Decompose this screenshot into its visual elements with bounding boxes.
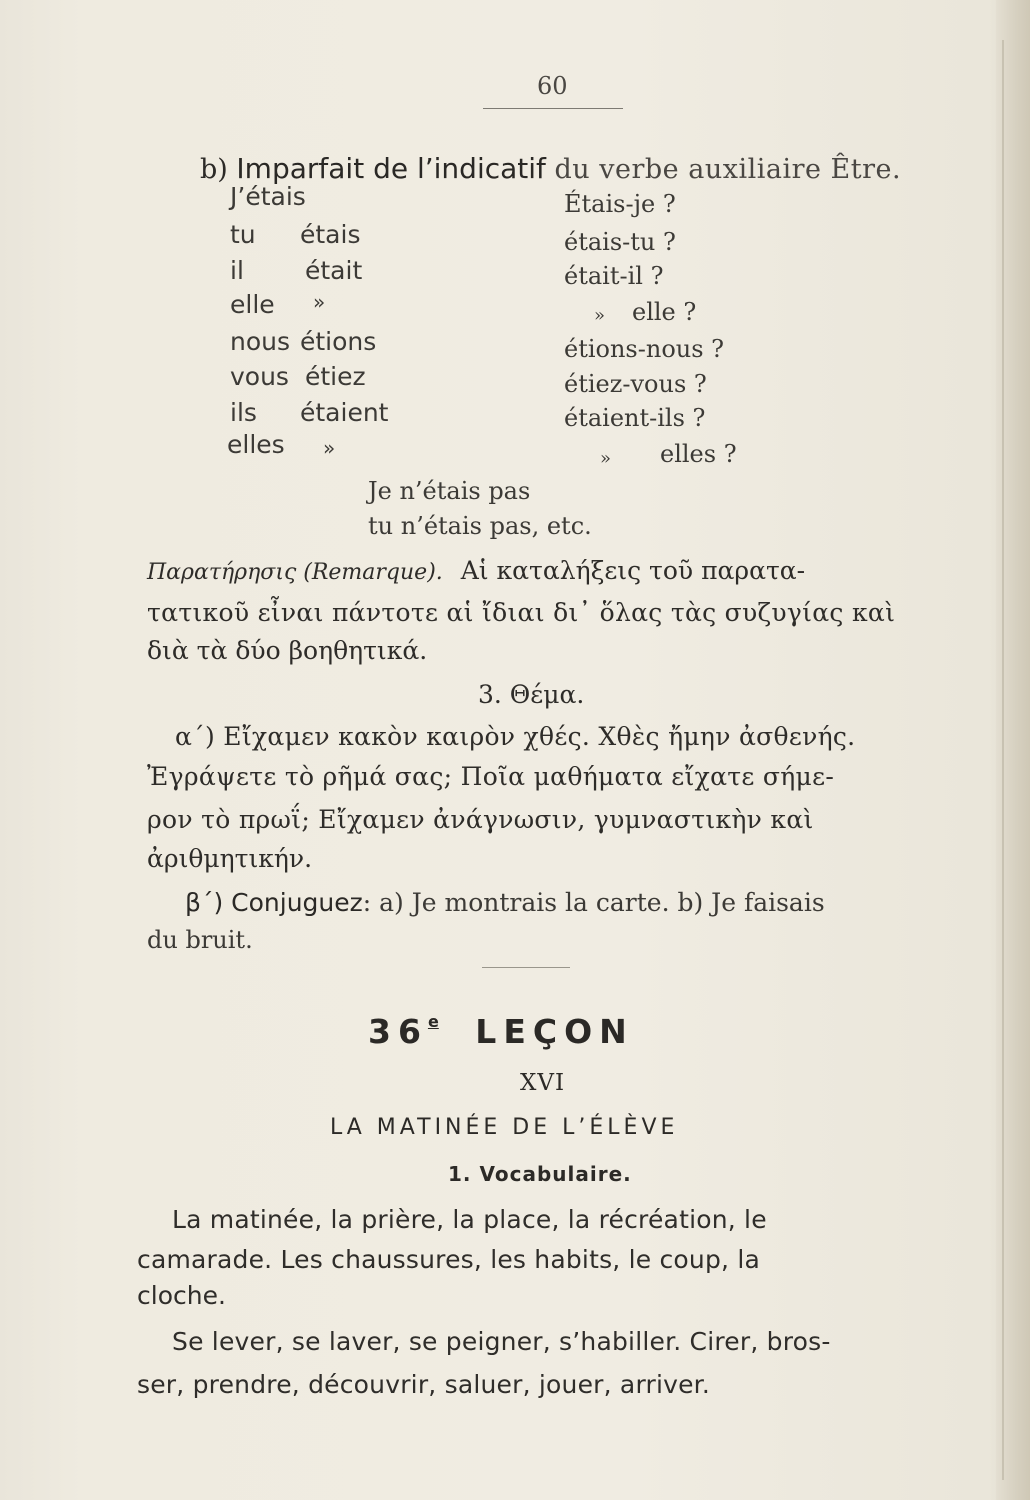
vocab-line: La matinée, la prière, la place, la récréation, le [172,1205,767,1234]
theme-beta-line [185,888,825,917]
lesson-heading [368,1012,634,1051]
theme-line: Ἐγράψετε τὸ ρῆμά σας; Ποῖα μαθήματα εἴχατε σήμε- [147,762,835,791]
section-b-marker: b) [200,154,228,185]
remark-line: τατικοῦ εἶναι πάντοτε αἱ ἴδιαι δι᾽ ὅλας τὰς συζυγίας καὶ [147,598,896,627]
theme-heading: 3. Θέμα. [478,680,585,709]
remark-label: Παρατήρησις (Remarque). [147,560,443,585]
conj-ditto: » [313,290,326,314]
section-b-title: Imparfait de l’indicatif [236,152,546,185]
section-divider [482,967,570,968]
conj-negative: tu n’étais pas, etc. [368,512,592,540]
conj-question: étions-nous ? [564,335,725,363]
conj-question: étiez-vous ? [564,370,707,398]
header-rule [483,108,623,109]
conj-question: était-il ? [564,262,664,290]
conj-question: elle ? [632,298,697,326]
section-b-heading [200,152,901,185]
conj-pronoun: ils [230,398,257,427]
conj-verb: étions [300,327,377,356]
conj-verb: étaient [300,398,389,427]
conj-negative: Je n’étais pas [368,477,531,505]
lesson-number: 36 [368,1012,428,1051]
conj-question: étaient-ils ? [564,404,706,432]
page-number: 60 [537,72,568,100]
conj-pronoun: nous [230,327,291,356]
conj-verb: était [305,256,363,285]
vocab-line: Se lever, se laver, se peigner, s’habiller. Cirer, bros- [172,1327,831,1356]
theme-line: ἀριθμητικήν. [147,844,313,873]
conj-pronoun: J’étais [230,182,306,211]
conj-verb: étiez [305,362,366,391]
page-fold-line [1002,40,1004,1480]
remark-line: διὰ τὰ δύο βοηθητικά. [147,636,428,665]
lesson-word: LEÇON [475,1012,634,1051]
theme-line: α΄) Εἴχαμεν κακὸν καιρὸν χθές. Χθὲς ἤμην ἀσθενής. [175,722,856,751]
lesson-roman: XVI [520,1070,566,1096]
conj-pronoun: elles [227,430,285,459]
lesson-ordinal: e [427,1012,439,1031]
conj-pronoun: vous [230,362,289,391]
conj-pronoun: il [230,256,244,285]
theme-line: ρον τὸ πρωΐ; Εἴχαμεν ἀνάγνωσιν, γυμναστικὴν καὶ [147,805,814,834]
conj-question: elles ? [660,440,737,468]
theme-beta-marker: β΄) Conjuguez [185,888,363,917]
theme-beta-line2: du bruit. [147,926,253,954]
vocab-line: camarade. Les chaussures, les habits, le coup, la [137,1245,760,1274]
conj-question: Étais-je ? [564,190,676,218]
remark-text: Αἱ καταλήξεις τοῦ παρατα- [460,556,806,585]
lesson-title: LA MATINÉE DE L’ÉLÈVE [330,1115,679,1140]
vocab-heading: 1. Vocabulaire. [448,1162,632,1186]
vocab-line: cloche. [137,1281,226,1310]
conj-ditto: » [323,436,336,460]
conj-pronoun: tu [230,220,256,249]
section-b-title-rest: du verbe auxiliaire Être. [554,154,902,185]
conj-ditto: » [600,448,612,469]
conj-ditto: » [594,305,606,326]
conj-verb: étais [300,220,361,249]
conj-question: étais-tu ? [564,228,676,256]
theme-beta-text: : a) Je montrais la carte. b) Je faisais [362,888,825,917]
remark-line [147,556,805,585]
vocab-line: ser, prendre, découvrir, saluer, jouer, arriver. [137,1370,711,1399]
conj-pronoun: elle [230,290,275,319]
